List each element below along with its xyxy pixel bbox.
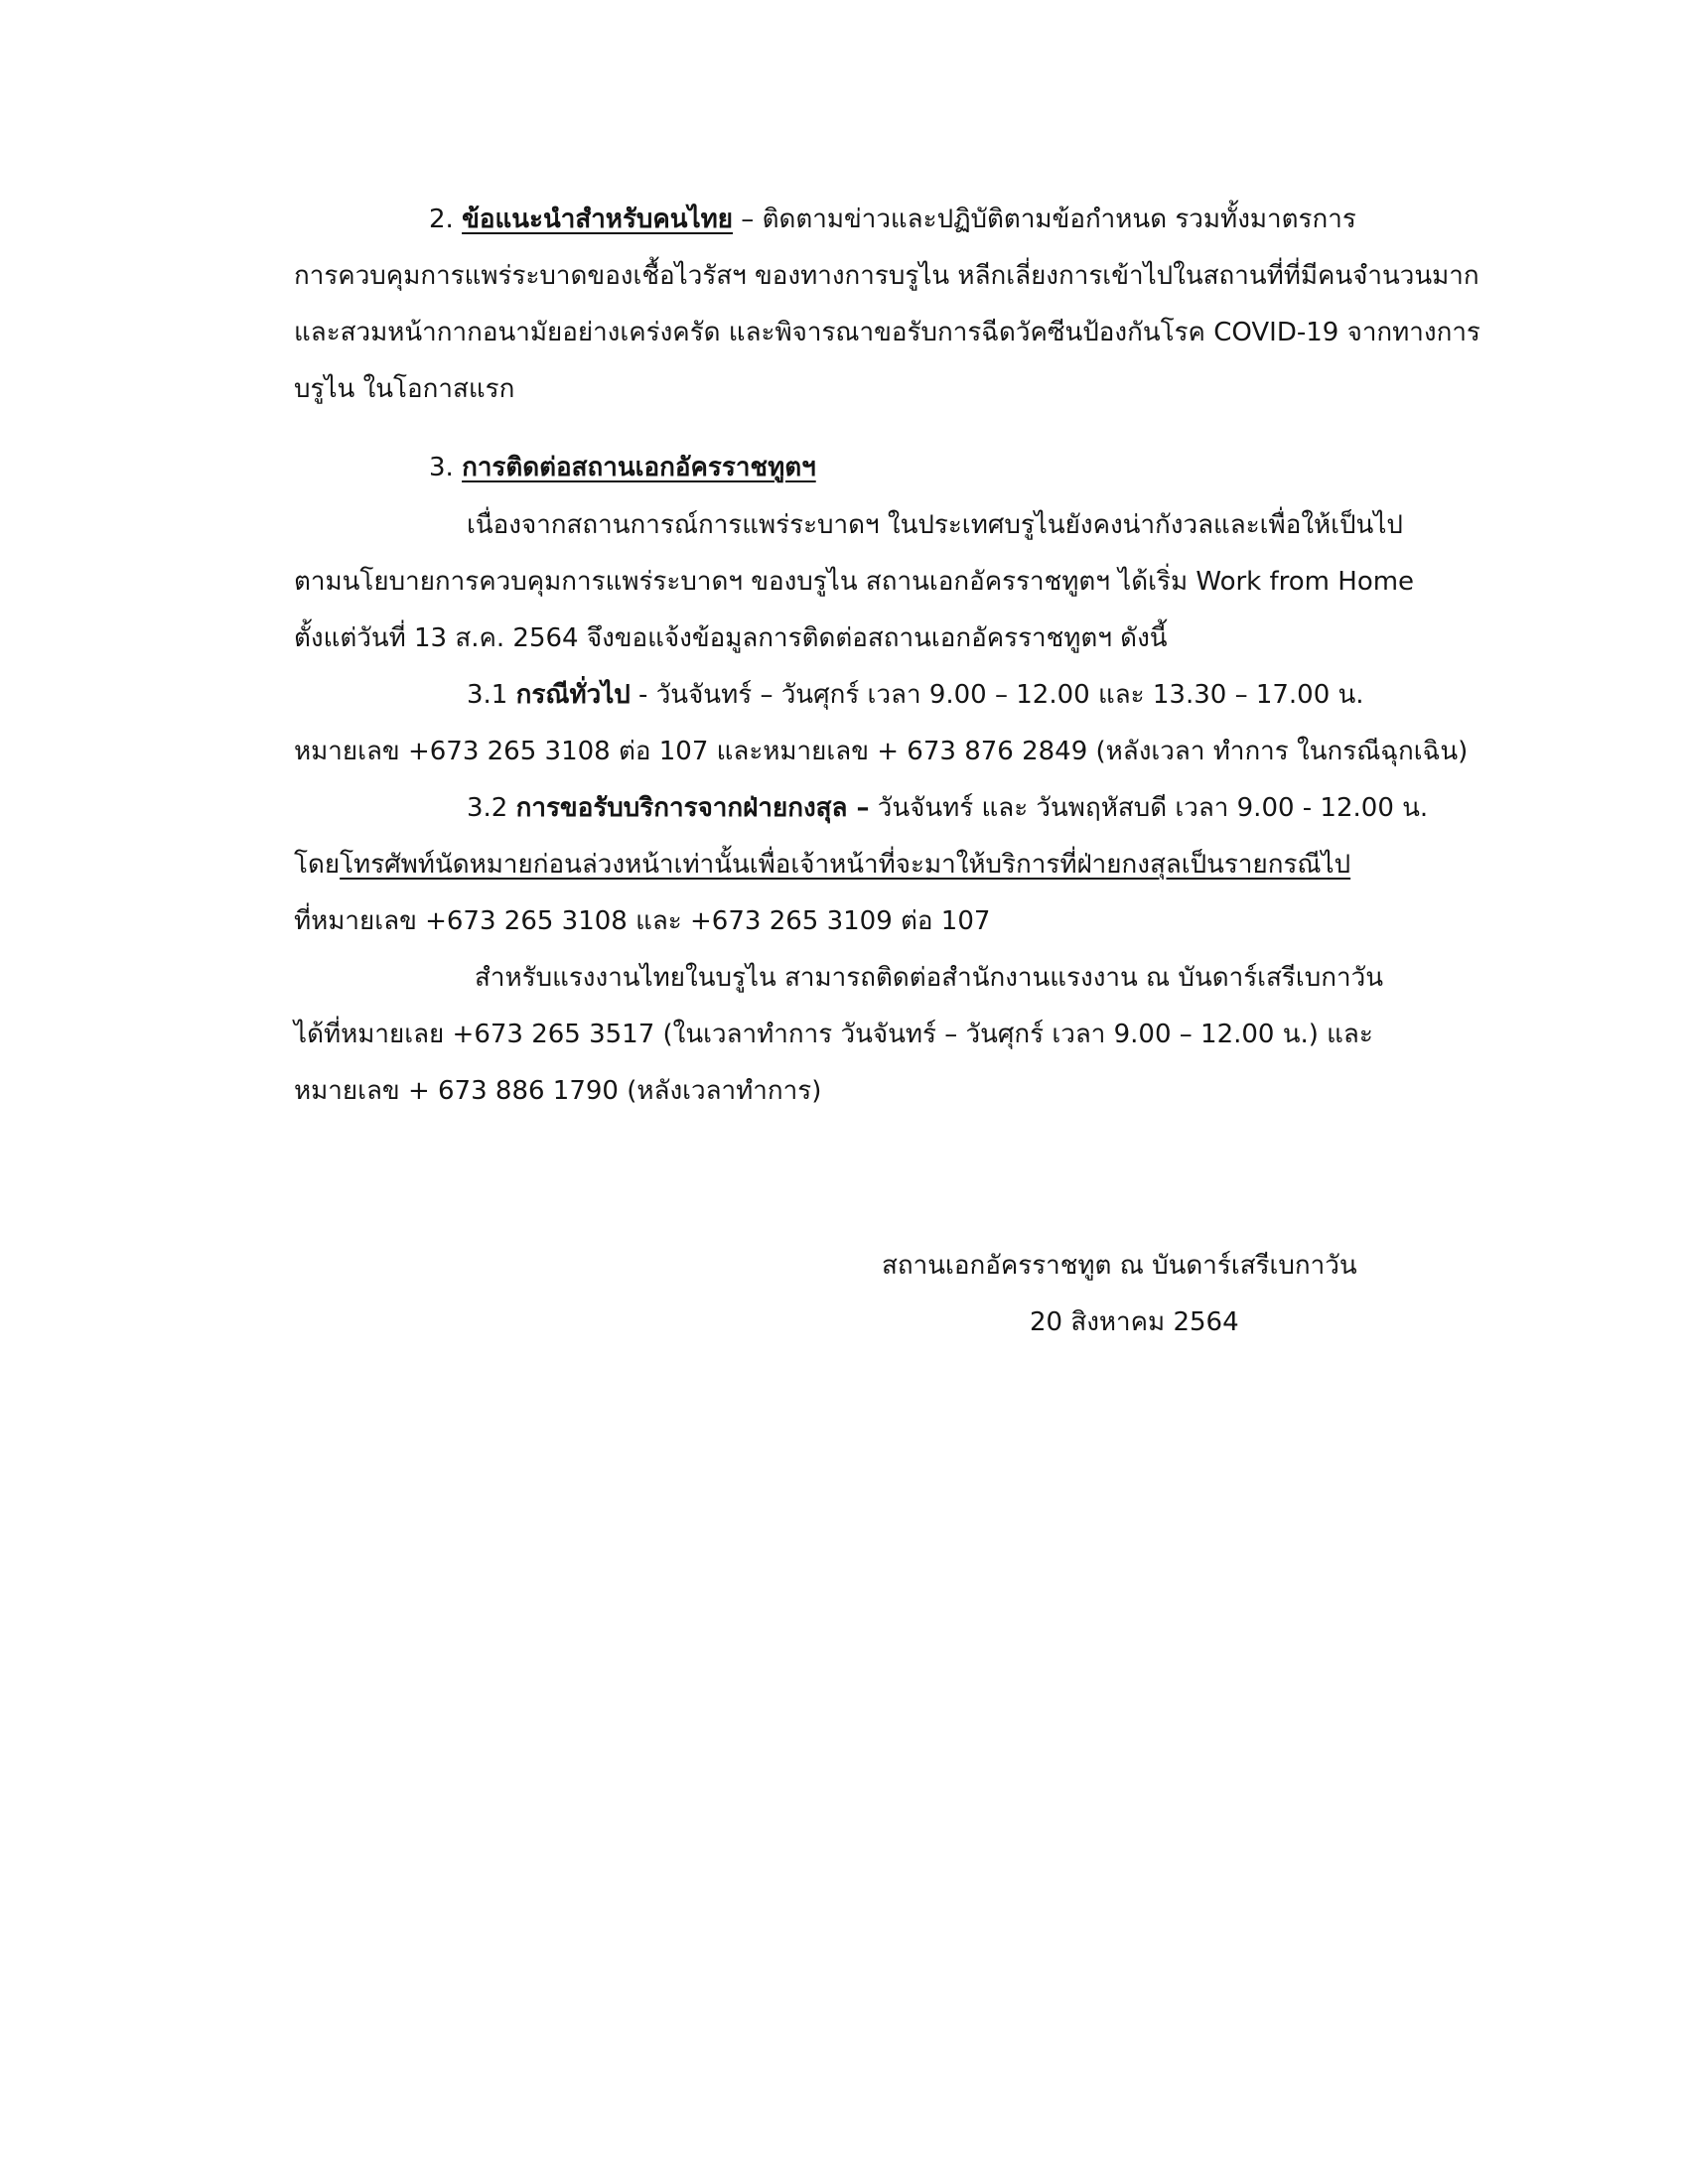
section3-para1-line3: ตั้งแต่วันที่ 13 ส.ค. 2564 จึงขอแจ้งข้อมูลการติดต่อสถานเอกอัครราชทูตฯ ดังนี้ <box>294 623 1168 653</box>
section2-line4: บรูไน ในโอกาสแรก <box>294 374 515 404</box>
labour-line3: หมายเลข + 673 886 1790 (หลังเวลาทำการ) <box>294 1076 822 1106</box>
item31-number: 3.1 <box>467 680 508 710</box>
labour-line1: สำหรับแรงงานไทยในบรูไน สามารถติดต่อสำนักงานแรงงาน ณ บันดาร์เสรีเบกาวัน <box>475 963 1383 993</box>
item31-line1-text: - วันจันทร์ – วันศุกร์ เวลา 9.00 – 12.00 และ 13.30 – 17.00 น. <box>630 680 1364 710</box>
signature-org: สถานเอกอัครราชทูต ณ บันดาร์เสรีเบกาวัน <box>882 1251 1357 1281</box>
section3-para1-line2: ตามนโยบายการควบคุมการแพร่ระบาดฯ ของบรูไน สถานเอกอัครราชทูตฯ ได้เริ่ม Work from Home <box>294 567 1415 597</box>
section2-heading: ข้อแนะนำสำหรับคนไทย <box>462 205 734 234</box>
section3-para1-line1: เนื่องจากสถานการณ์การแพร่ระบาดฯ ในประเทศบรูไนยังคงน่ากังวลและเพื่อให้เป็นไป <box>467 510 1403 540</box>
item31-title: กรณีทั่วไป <box>515 680 631 710</box>
section2-line2: การควบคุมการแพร่ระบาดของเชื้อไวรัสฯ ของทางการบรูไน หลีกเลี่ยงการเข้าไปในสถานที่ที่มีคนจำนวนมาก <box>294 261 1479 291</box>
item32-line2 <box>294 845 1350 885</box>
section2-line1 <box>429 200 1356 239</box>
item32-appointment-note: โทรศัพท์นัดหมายก่อนล่วงหน้าเท่านั้นเพื่อเจ้าหน้าที่จะมาให้บริการที่ฝ่ายกงสุลเป็นรายกรณีไป <box>340 850 1351 880</box>
item31-line1 <box>467 675 1364 715</box>
section2-dash: – <box>733 205 763 234</box>
signature-date: 20 สิงหาคม 2564 <box>1030 1307 1239 1337</box>
section3-number: 3. <box>429 453 454 482</box>
item32-line3: ที่หมายเลข +673 265 3108 และ +673 265 3109 ต่อ 107 <box>294 906 991 936</box>
section2-line3: และสวมหน้ากากอนามัยอย่างเคร่งครัด และพิจารณาขอรับการฉีดวัคซีนป้องกันโรค COVID-19 จากทางการ <box>294 318 1480 347</box>
section2-number: 2. <box>429 205 454 234</box>
labour-line2: ได้ที่หมายเลย +673 265 3517 (ในเวลาทำการ วันจันทร์ – วันศุกร์ เวลา 9.00 – 12.00 น.) และ <box>294 1020 1373 1049</box>
item32-line1-text: วันจันทร์ และ วันพฤหัสบดี เวลา 9.00 - 12.00 น. <box>869 793 1429 823</box>
item31-line2: หมายเลข +673 265 3108 ต่อ 107 และหมายเลข + 673 876 2849 (หลังเวลา ทำการ ในกรณีฉุกเฉิน) <box>294 737 1469 766</box>
item32-line2-prefix: โดย <box>294 850 341 880</box>
section3-heading: การติดต่อสถานเอกอัครราชทูตฯ <box>462 453 816 482</box>
section2-line1-text: ติดตามข่าวและปฏิบัติตามข้อกำหนด รวมทั้งมาตรการ <box>762 205 1356 234</box>
section3-heading-line <box>429 448 816 487</box>
item32-number: 3.2 <box>467 793 508 823</box>
item32-line1 <box>467 788 1428 828</box>
item32-title: การขอรับบริการจากฝ่ายกงสุล – <box>515 793 870 823</box>
